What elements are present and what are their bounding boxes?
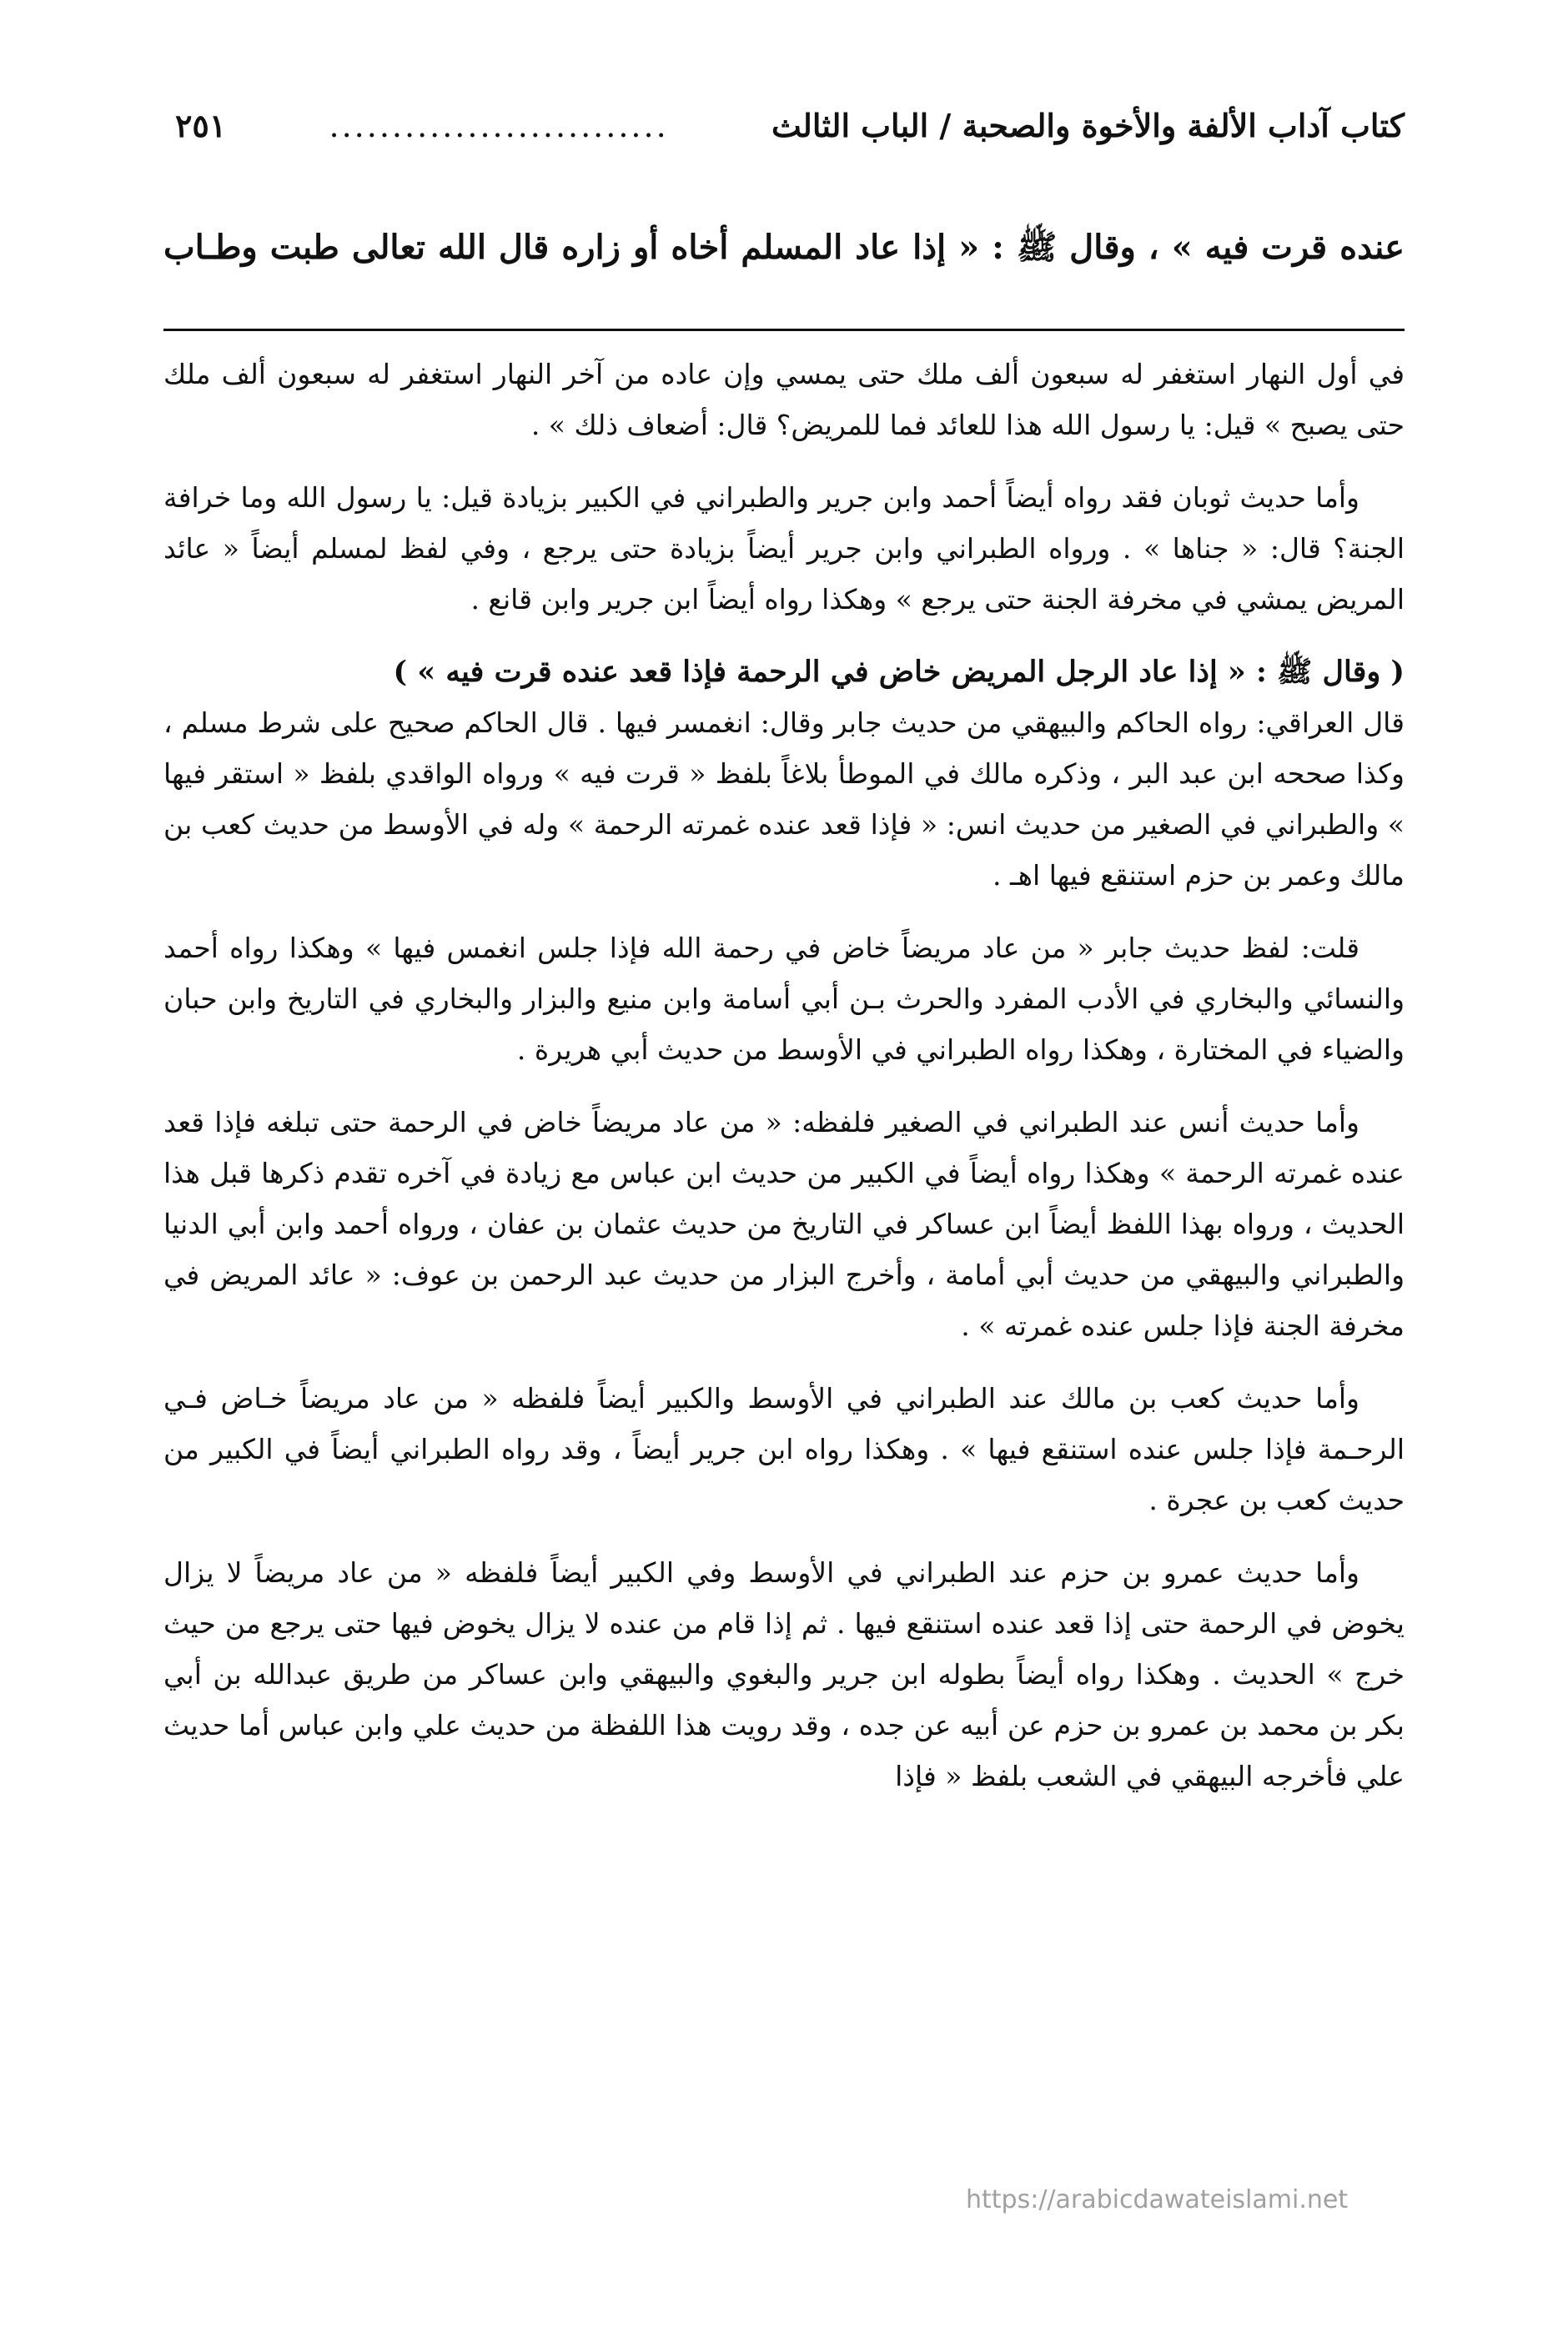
paragraph: قال العراقي: رواه الحاكم والبيهقي من حديث جابر وقال: انغمسر فيها . قال الحاكم صحيح على شرط مسلم ، وكذا صححه ابن عبد البر ، وذكره مالك في الموطأ بلاغاً بلفظ « قرت فيه » ورواه الواقدي بلفظ « استقر فيها » والطبراني في الصغير من حديث انس: « فإذا قعد عنده غمرته الرحمة » وله في الأوسط من حديث كعب بن مالك وعمر بن حزم استنقع فيها اهـ .: [163, 706, 1405, 892]
paragraph: قلت: لفظ حديث جابر « من عاد مريضاً خاض في رحمة الله فإذا جلس انغمس فيها » وهكذا رواه أحمد والنسائي والبخاري في الأدب المفرد والحرث بـن أبي أسامة وابن منيع والبزار والبخاري في التاريخ وابن حبان والضياء في المختارة ، وهكذا رواه الطبراني في الأوسط من حديث أبي هريرة .: [163, 932, 1405, 1066]
source-watermark: https://arabicdawateislami.net: [966, 2185, 1349, 2214]
separator-rule: [163, 329, 1405, 331]
paragraph: وأما حديث ثوبان فقد رواه أيضاً أحمد وابن جرير والطبراني في الكبير بزيادة قيل: يا رسول الله وما خرافة الجنة؟ قال: « جناها » . ورواه الطبراني وابن جرير أيضاً بزيادة حتى يرجع ، وفي لفظ لمسلم أيضاً « عائد المريض يمشي في مخرفة الجنة حتى يرجع » وهكذا رواه أيضاً ابن جرير وابن قانع .: [163, 481, 1405, 616]
quoted-hadith-heading: ( وقال ﷺ : « إذا عاد الرجل المريض خاض في الرحمة فإذا قعد عنده قرت فيه » ): [393, 655, 1405, 689]
paragraph: وأما حديث عمرو بن حزم عند الطبراني في الأوسط وفي الكبير أيضاً فلفظه « من عاد مريضاً لا يزال يخوض في الرحمة حتى إذا قعد عنده استنقع فيها . ثم إذا قام من عنده لا يزال يخوض فيها حتى يرجع من حيث خرج » الحديث . وهكذا رواه أيضاً بطوله ابن جرير والبغوي والبيهقي وابن عساكر من طريق عبدالله بن أبي بكر بن محمد بن عمرو بن حزم عن أبيه عن جده ، وقد رويت هذا اللفظة من حديث علي وابن عباس أما حديث علي فأخرجه البيهقي في الشعب بلفظ « فإذا: [163, 1556, 1405, 1792]
page-number: ٢٥١: [175, 107, 227, 144]
header-title: كتاب آداب الألفة والأخوة والصحبة / الباب الثالث: [771, 107, 1405, 144]
paragraph: وأما حديث كعب بن مالك عند الطبراني في الأوسط والكبير أيضاً فلفظه « من عاد مريضاً خـاض فـي الرحـمة فإذا جلس عنده استنقع فيها » . وهكذا رواه ابن جرير أيضاً ، وقد رواه الطبراني أيضاً في الكبير من حديث كعب بن عجرة .: [163, 1382, 1405, 1516]
paragraph: وأما حديث أنس عند الطبراني في الصغير فلفظه: « من عاد مريضاً خاض في الرحمة حتى تبلغه فإذا قعد عنده غمرته الرحمة » وهكذا رواه أيضاً في الكبير من حديث ابن عباس مع زيادة في آخره تقدم ذكرها قبل هذا الحديث ، ورواه بهذا اللفظ أيضاً ابن عساكر في التاريخ من حديث عثمان بن عفان ، ورواه أحمد وابن أبي الدنيا والطبراني والبيهقي من حديث أبي أمامة ، وأخرج البزار من حديث عبد الرحمن بن عوف: « عائد المريض في مخرفة الجنة فإذا جلس عنده غمرته » .: [163, 1106, 1405, 1342]
commentary-body: [163, 349, 1405, 1823]
header-dots: ...........................: [329, 108, 669, 144]
main-text-line: عنده قرت فيه » ، وقال ﷺ : « إذا عاد المسلم أخاه أو زاره قال الله تعالى طبت وطـاب: [163, 228, 1405, 267]
paragraph: في أول النهار استغفر له سبعون ألف ملك حتى يمسي وإن عاده من آخر النهار استغفر له سبعون ألف ملك حتى يصبح » قيل: يا رسول الله هذا للعائد فما للمريض؟ قال: أضعاف ذلك » .: [163, 358, 1405, 441]
running-header: [175, 107, 1405, 144]
